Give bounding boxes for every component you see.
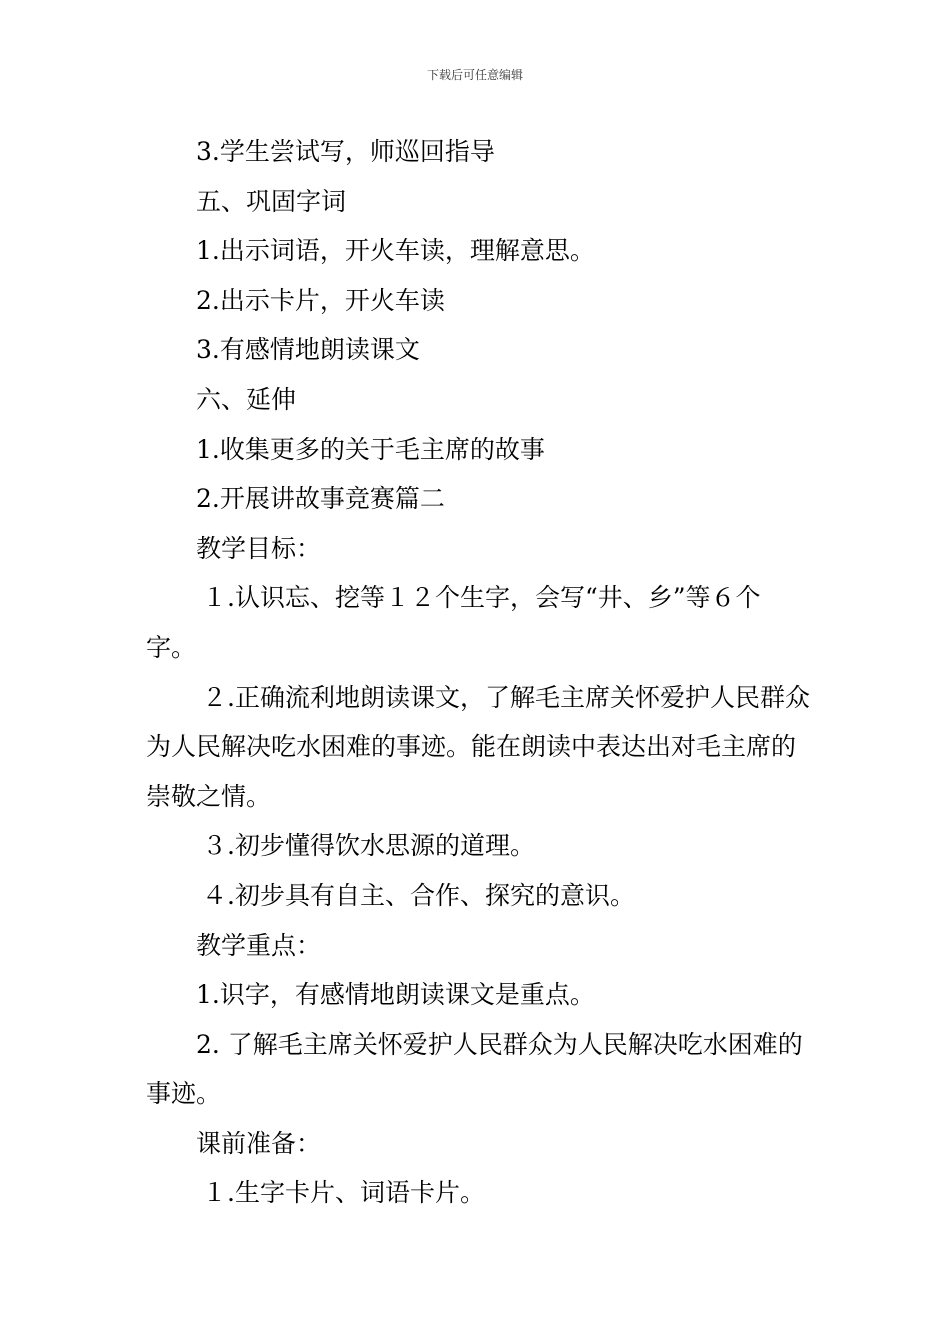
goal-item-1: １.认识忘、挖等１２个生字，会写“井、乡”等６个字。	[146, 583, 761, 662]
goal-item-3: ３.初步懂得饮水思源的道理。	[202, 831, 535, 861]
paragraph-read-aloud: 3.有感情地朗读课文	[196, 335, 420, 365]
paragraph-collect-stories: 1.收集更多的关于毛主席的故事	[196, 434, 545, 464]
focus-item-1: 1.识字，有感情地朗读课文是重点。	[196, 980, 595, 1010]
goal-item-2: ２.正确流利地朗读课文，了解毛主席关怀爱护人民群众为人民解决吃水困难的事迹。能在朗读中表达出对毛主席的崇敬之情。	[146, 682, 810, 811]
heading-teaching-focus: 教学重点：	[196, 930, 322, 960]
paragraph-student-write: 3.学生尝试写，师巡回指导	[196, 137, 495, 166]
section-heading-extension: 六、延伸	[196, 384, 297, 414]
paragraph-show-words: 1.出示词语，开火车读，理解意思。	[196, 236, 595, 266]
heading-preparation: 课前准备：	[196, 1128, 322, 1158]
heading-teaching-goals: 教学目标：	[196, 533, 322, 563]
focus-item-2: 2. 了解毛主席关怀爱护人民群众为人民解决吃水困难的事迹。	[146, 1029, 803, 1109]
paragraph-show-cards: 2.出示卡片，开火车读	[196, 285, 445, 315]
document-body	[146, 127, 810, 1218]
preparation-item-1: １.生字卡片、词语卡片。	[202, 1178, 485, 1208]
header-note: 下载后可任意编辑	[426, 68, 523, 82]
goal-item-4: ４.初步具有自主、合作、探究的意识。	[202, 880, 635, 910]
paragraph-story-contest: 2.开展讲故事竞赛篇二	[196, 484, 445, 514]
section-heading-consolidate: 五、巩固字词	[196, 186, 347, 216]
